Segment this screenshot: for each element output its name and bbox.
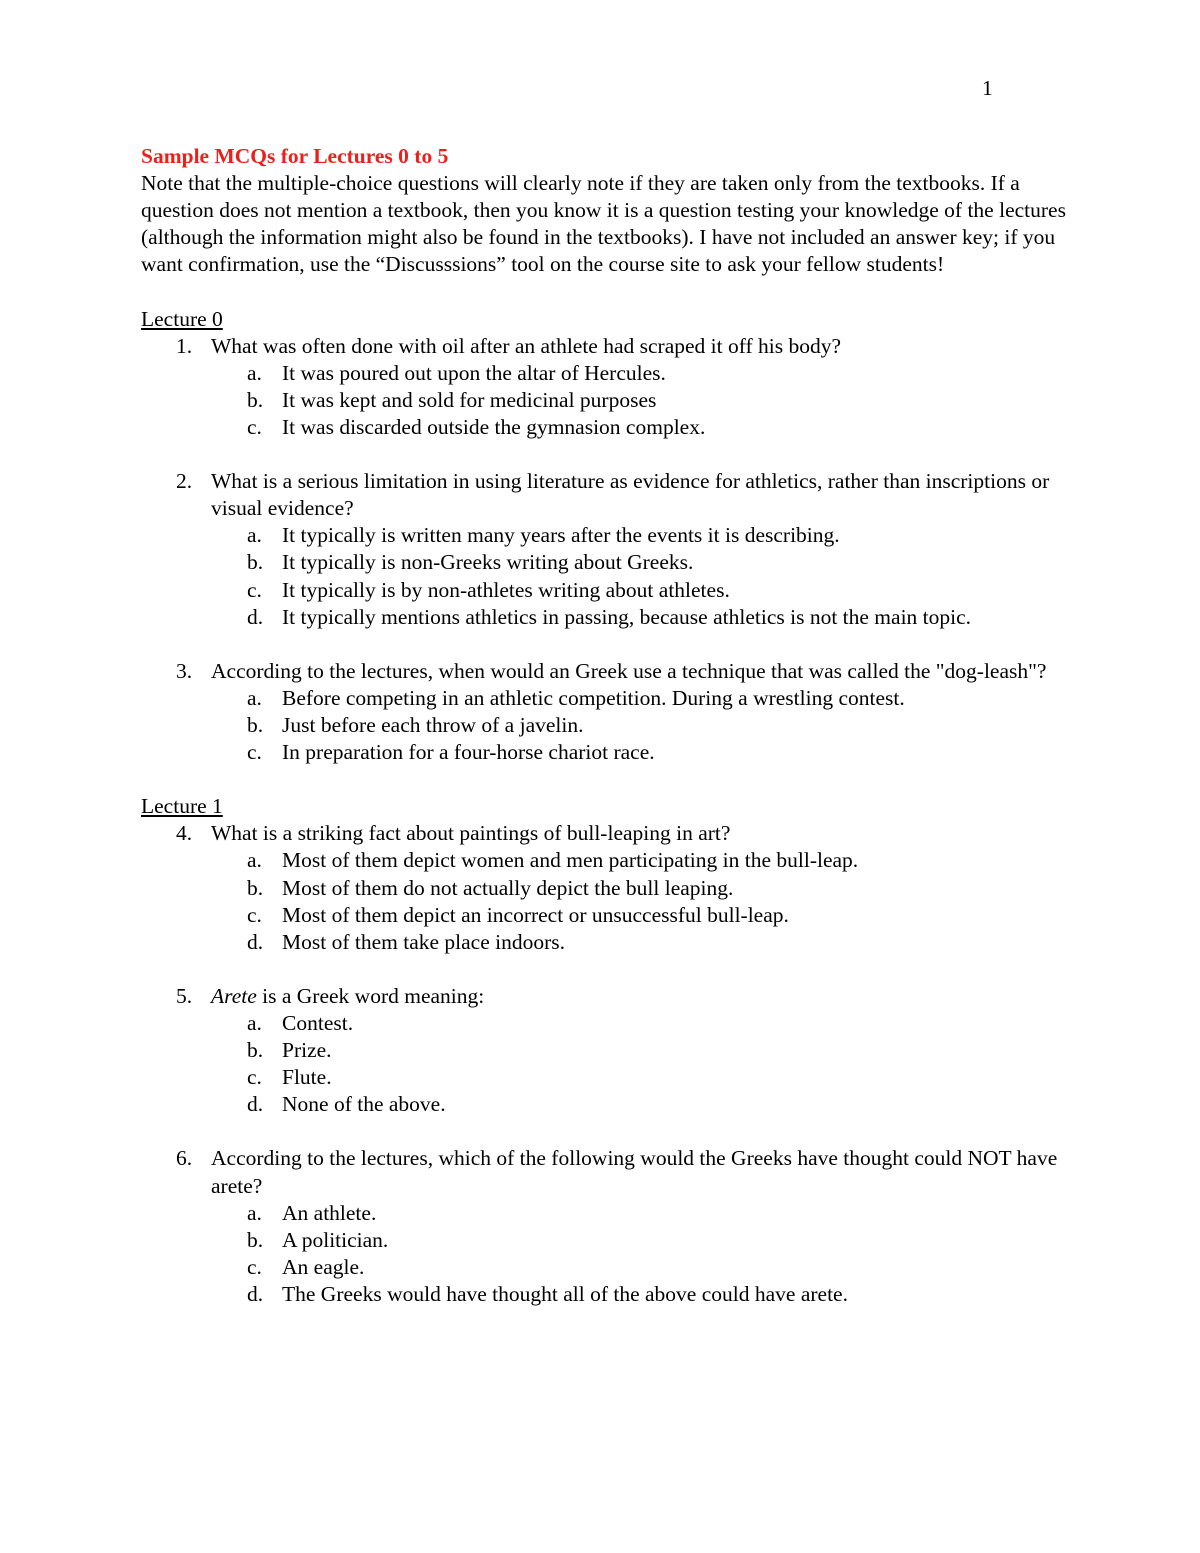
option-text: Most of them take place indoors. <box>282 929 566 954</box>
option-text: It typically is non-Greeks writing about Greeks. <box>282 550 694 575</box>
answer-option <box>211 685 1071 712</box>
option-letter: b. <box>247 550 264 575</box>
answer-option <box>211 739 1071 766</box>
answer-options <box>211 1200 1071 1308</box>
answer-option <box>211 1281 1071 1308</box>
option-text: In preparation for a four-horse chariot race. <box>282 740 655 765</box>
option-text: Most of them depict women and men participating in the bull-leap. <box>282 848 859 873</box>
question-text: What is a striking fact about paintings of bull-leaping in art? <box>211 821 731 846</box>
option-letter: a. <box>247 1011 262 1035</box>
option-text: An eagle. <box>282 1254 365 1279</box>
document-body <box>141 143 1071 1308</box>
answer-option <box>211 1200 1071 1227</box>
lecture-section <box>141 793 1071 1308</box>
option-letter: b. <box>247 1227 264 1252</box>
answer-option <box>211 1227 1071 1254</box>
option-letter: d. <box>247 929 264 954</box>
question-item <box>141 658 1071 766</box>
option-text: Contest. <box>282 1011 354 1035</box>
option-text: Most of them do not actually depict the bull leaping. <box>282 875 734 900</box>
question-text: What is a serious limitation in using literature as evidence for athletics, rather than inscriptions or visual evidence? <box>211 469 1050 521</box>
answer-option <box>211 414 1071 441</box>
question-number: 2. <box>176 469 193 494</box>
question-text: According to the lectures, when would an Greek use a technique that was called the "dog-leash"? <box>211 658 1047 683</box>
question-text <box>211 983 1071 1010</box>
lecture-heading: Lecture 0 <box>141 306 223 331</box>
option-text: It typically mentions athletics in passing, because athletics is not the main topic. <box>282 604 972 629</box>
option-letter: d. <box>247 1281 264 1306</box>
question-item <box>141 983 1071 1118</box>
question-text-rest: is a Greek word meaning: <box>256 983 485 1008</box>
question-item <box>141 333 1071 441</box>
option-text: Most of them depict an incorrect or unsuccessful bull-leap. <box>282 902 789 927</box>
option-letter: d. <box>247 1092 264 1117</box>
option-letter: b. <box>247 1038 264 1063</box>
answer-option <box>211 604 1071 631</box>
question-number: 5. <box>176 983 193 1008</box>
option-text: Before competing in an athletic competition. During a wrestling contest. <box>282 685 905 710</box>
question-text: According to the lectures, which of the following would the Greeks have thought could NOT have arete? <box>211 1146 1058 1198</box>
option-text: The Greeks would have thought all of the above could have arete. <box>282 1281 848 1306</box>
answer-options <box>211 847 1071 955</box>
option-letter: a. <box>247 685 262 710</box>
option-letter: c. <box>247 577 262 602</box>
option-text: It typically is written many years after the events it is describing. <box>282 523 840 548</box>
option-letter: d. <box>247 604 264 629</box>
lecture-heading: Lecture 1 <box>141 794 223 819</box>
option-text: None of the above. <box>282 1092 446 1117</box>
option-letter: c. <box>247 414 262 439</box>
option-letter: c. <box>247 740 262 765</box>
answer-option <box>211 1037 1071 1064</box>
answer-option <box>211 1254 1071 1281</box>
option-letter: b. <box>247 712 264 737</box>
intro-paragraph: Note that the multiple-choice questions will clearly note if they are taken only from the textbooks. If a question does not mention a textbook, then you know it is a question testing your knowledge of the lectures (although the information might also be found in the textbooks). I have not included an answer key; if you want confirmation, use the “Discusssions” tool on the course site to ask your fellow students! <box>141 171 1066 277</box>
answer-option <box>211 360 1071 387</box>
question-number: 4. <box>176 821 193 846</box>
answer-option <box>211 1010 1071 1037</box>
option-text: It typically is by non-athletes writing about athletes. <box>282 577 730 602</box>
option-text: A politician. <box>282 1227 389 1252</box>
option-letter: a. <box>247 523 262 548</box>
question-text-italic: Arete <box>211 983 257 1008</box>
option-letter: a. <box>247 1200 262 1225</box>
answer-option <box>211 1091 1071 1118</box>
option-text: It was poured out upon the altar of Hercules. <box>282 360 666 385</box>
option-letter: a. <box>247 848 262 873</box>
option-letter: c. <box>247 902 262 927</box>
option-text: It was kept and sold for medicinal purposes <box>282 387 657 412</box>
question-number: 1. <box>176 333 193 358</box>
document-title: Sample MCQs for Lectures 0 to 5 <box>141 144 449 168</box>
answer-option <box>211 577 1071 604</box>
option-text: Prize. <box>282 1038 332 1063</box>
option-text: Flute. <box>282 1065 332 1090</box>
answer-options <box>211 685 1071 766</box>
question-number: 6. <box>176 1146 193 1171</box>
answer-option <box>211 549 1071 576</box>
option-letter: b. <box>247 387 264 412</box>
answer-options <box>211 360 1071 441</box>
page-number: 1 <box>982 76 993 100</box>
answer-option <box>211 902 1071 929</box>
answer-option <box>211 387 1071 414</box>
answer-option <box>211 929 1071 956</box>
answer-option <box>211 875 1071 902</box>
lecture-section <box>141 306 1071 767</box>
option-text: Just before each throw of a javelin. <box>282 712 584 737</box>
question-text: What was often done with oil after an athlete had scraped it off his body? <box>211 333 842 358</box>
option-letter: b. <box>247 875 264 900</box>
lectures-container <box>141 306 1071 1308</box>
answer-option <box>211 522 1071 549</box>
question-item <box>141 1145 1071 1308</box>
answer-option <box>211 712 1071 739</box>
question-item <box>141 468 1071 631</box>
answer-option <box>211 1064 1071 1091</box>
answer-options <box>211 1010 1071 1118</box>
question-number: 3. <box>176 658 193 683</box>
answer-option <box>211 847 1071 874</box>
question-item <box>141 820 1071 955</box>
answer-options <box>211 522 1071 630</box>
option-letter: a. <box>247 360 262 385</box>
option-letter: c. <box>247 1254 262 1279</box>
option-letter: c. <box>247 1065 262 1090</box>
option-text: It was discarded outside the gymnasion complex. <box>282 414 706 439</box>
option-text: An athlete. <box>282 1200 377 1225</box>
